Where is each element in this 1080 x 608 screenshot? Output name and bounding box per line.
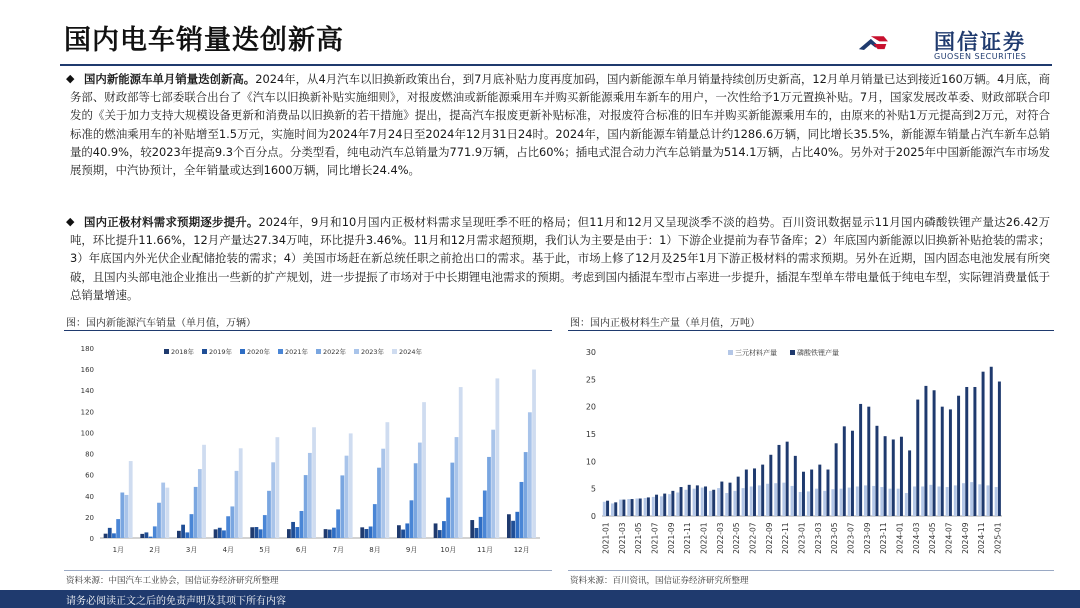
bar xyxy=(446,498,450,538)
bar xyxy=(954,485,957,516)
paragraph-cathode-demand-body: 2024年，9月和10月国内正极材料需求呈现旺季不旺的格局；但11月和12月又呈现淡季不淡的趋势。百川资讯数据显示11月国内磷酸铁锂产量达26.42万吨，环比提升11.66%，12月产量达27.34万吨，环比提升3.46%。11月和12月需求超预期，我们认为主要是由于：1）下游企业提前为春节备库；2）年底国内新能源以旧换新补贴抢装的需求；3）年底国内外光伏企业配储抢装的需求；4）美国市场赶在新总统任职之前抢出口的需求。基于此，市场上修了12月及25年1月下游正极材料的需求预期。另外在近期，国内固态电池发展有所突破，且国内头部电池企业推出一些新的扩产规划，进一步提振了市场对于中长期锂电池需求的预期。考虑到国内插混车型市占率进一步提升，插混车型单车带电量低于纯电车型，实际锂消费量低于总销量增速。 xyxy=(70,215,1050,302)
bar xyxy=(973,387,976,516)
bar xyxy=(214,529,218,538)
bar xyxy=(745,470,748,516)
legend-label: 磷酸铁锂产量 xyxy=(797,349,839,357)
bar xyxy=(619,500,622,516)
bar xyxy=(823,491,826,516)
bar xyxy=(385,422,389,538)
bar xyxy=(181,525,185,538)
bar xyxy=(190,514,194,538)
bar xyxy=(774,483,777,516)
bar xyxy=(438,530,442,538)
bar xyxy=(295,527,299,538)
bar xyxy=(622,500,625,516)
bar xyxy=(185,532,189,538)
bar xyxy=(982,372,985,516)
bullet-icon: ◆ xyxy=(66,72,75,85)
bar xyxy=(104,534,108,538)
x-tick-label: 1月 xyxy=(112,546,125,554)
bar xyxy=(941,407,944,516)
bar xyxy=(660,496,663,516)
x-tick-label: 2021-05 xyxy=(634,522,644,554)
y-tick-label: 25 xyxy=(585,375,596,385)
bar xyxy=(802,472,805,516)
x-tick-label: 2022-07 xyxy=(748,522,758,554)
bar xyxy=(693,489,696,516)
bar xyxy=(791,486,794,516)
x-tick-label: 2022-09 xyxy=(764,522,774,554)
bar xyxy=(639,499,642,516)
bar xyxy=(328,530,332,538)
bar xyxy=(520,482,524,538)
x-tick-label: 2025-01 xyxy=(993,522,1003,554)
bar xyxy=(627,499,630,516)
bar xyxy=(962,483,965,516)
bar xyxy=(511,521,515,538)
bar xyxy=(300,511,304,538)
bar xyxy=(250,527,254,538)
bar xyxy=(304,475,308,538)
bar xyxy=(644,498,647,516)
bar xyxy=(161,483,165,538)
bar xyxy=(291,522,295,538)
bar xyxy=(965,387,968,516)
bar xyxy=(900,437,903,516)
ev-sales-chart xyxy=(64,336,552,570)
y-tick-label: 20 xyxy=(585,402,596,412)
bar xyxy=(230,506,234,538)
bar xyxy=(267,491,271,538)
figure-right-rule xyxy=(568,330,1054,331)
bar xyxy=(239,448,243,538)
bar xyxy=(753,468,756,516)
bar xyxy=(807,491,810,516)
bar xyxy=(758,485,761,516)
bar xyxy=(652,497,655,516)
y-tick-label: 140 xyxy=(80,387,94,396)
bar xyxy=(742,488,745,516)
legend-swatch xyxy=(278,349,283,354)
x-tick-label: 2022-05 xyxy=(732,522,742,554)
bar xyxy=(434,523,438,538)
bar xyxy=(524,452,528,538)
bar xyxy=(259,529,263,538)
bar xyxy=(970,482,973,516)
bullet-icon: ◆ xyxy=(66,215,75,228)
bar xyxy=(275,437,279,538)
y-tick-label: 60 xyxy=(85,471,94,480)
x-tick-label: 2021-01 xyxy=(601,522,611,554)
bar xyxy=(373,504,377,538)
bar xyxy=(165,488,169,538)
bar xyxy=(949,409,952,516)
bar xyxy=(255,527,259,538)
bar xyxy=(848,488,851,516)
header-divider xyxy=(60,64,1052,66)
bar xyxy=(875,426,878,516)
bar xyxy=(120,493,124,538)
bar xyxy=(177,531,181,538)
x-tick-label: 2023-05 xyxy=(830,522,840,554)
bar xyxy=(990,367,993,516)
bar xyxy=(614,502,617,516)
bar xyxy=(750,486,753,516)
bar xyxy=(766,484,769,516)
y-tick-label: 0 xyxy=(590,512,596,521)
x-tick-label: 2021-07 xyxy=(650,522,660,554)
bar xyxy=(709,491,712,516)
x-tick-label: 2021-11 xyxy=(683,522,693,554)
x-tick-label: 2021-03 xyxy=(617,522,627,554)
bar xyxy=(635,499,638,516)
cathode-production-chart xyxy=(568,336,1054,570)
bar xyxy=(769,455,772,516)
logo-subtext: GUOSEN SECURITIES xyxy=(934,52,1027,61)
bar xyxy=(859,404,862,516)
x-tick-label: 2月 xyxy=(149,546,161,554)
paragraph-cathode-demand-heading: 国内正极材料需求预期逐步提升。 xyxy=(84,215,259,229)
bar xyxy=(365,529,369,538)
bar xyxy=(603,502,606,516)
bar xyxy=(495,378,499,538)
x-tick-label: 2024-09 xyxy=(960,522,970,554)
bar xyxy=(704,486,707,516)
x-tick-label: 2023-09 xyxy=(862,522,872,554)
bar xyxy=(916,400,919,516)
bar xyxy=(153,526,157,538)
bar xyxy=(986,485,989,516)
bar xyxy=(729,483,732,516)
x-tick-label: 3月 xyxy=(185,546,198,554)
figure-right-label: 图：国内正极材料生产量（单月值，万吨） xyxy=(570,318,760,329)
legend-swatch xyxy=(354,349,359,354)
legend-label: 三元材料产量 xyxy=(735,349,777,357)
figure-left-rule xyxy=(64,330,552,331)
bar xyxy=(856,486,859,516)
bar xyxy=(528,412,532,538)
bar xyxy=(737,477,740,516)
y-tick-label: 160 xyxy=(80,366,94,375)
bar xyxy=(324,529,328,538)
bar xyxy=(810,470,813,516)
bar xyxy=(929,485,932,516)
x-tick-label: 12月 xyxy=(513,546,530,554)
bar xyxy=(218,528,222,538)
legend-swatch xyxy=(392,349,397,354)
bar xyxy=(450,463,454,538)
bar xyxy=(761,465,764,516)
bar xyxy=(647,497,650,516)
bar xyxy=(418,443,422,538)
legend-label: 2018年 xyxy=(171,348,195,356)
bar xyxy=(479,517,483,538)
bar xyxy=(340,475,344,538)
x-tick-label: 9月 xyxy=(405,546,418,554)
bar xyxy=(913,486,916,516)
y-tick-label: 0 xyxy=(89,535,94,543)
x-tick-label: 2022-11 xyxy=(781,522,791,554)
bar xyxy=(381,449,385,538)
bar xyxy=(782,483,785,516)
bar xyxy=(872,486,875,516)
bar xyxy=(271,462,275,538)
paragraph-ev-sales-heading: 国内新能源车单月销量迭创新高。 xyxy=(84,72,256,86)
guosen-logo-icon xyxy=(858,22,933,66)
figure-left-bottom-rule xyxy=(64,570,552,571)
bar xyxy=(631,499,634,516)
bar xyxy=(995,487,998,516)
bar xyxy=(880,487,883,516)
bar xyxy=(312,427,316,538)
bar xyxy=(884,436,887,516)
bar xyxy=(786,442,789,516)
bar xyxy=(515,512,519,538)
x-tick-label: 8月 xyxy=(369,546,381,554)
bar xyxy=(149,537,153,538)
bar xyxy=(905,493,908,516)
bar xyxy=(889,489,892,516)
bar xyxy=(688,485,691,516)
paragraph-ev-sales-body: 2024年，从4月汽车以旧换新政策出台，到7月底补贴力度再度加码，国内新能源车单月销量持续创历史新高，12月单月销量已达到接近160万辆。4月底，商务部、财政部等七部委联合出台了《汽车以旧换新补贴实施细则》，对报废燃油或新能源乘用车并购买新能源乘用车新车的用户，一次性给予1万元置换补贴。7月，国家发展改革委、财政部联合印发的《关于加力支持大规模设备更新和消费品以旧换新的若干措施》提出，提高汽车报废更新补贴标准，对报废符合标准的旧车并购买新能源乘用车的，由原来的补贴1万元提高到2万元，对符合标准的燃油乘用车的补贴增至1.5万元，实施时间为2024年7月24日至2024年12月31日24时。2024年，国内新能源车销量总计约1286.6万辆，同比增长35.5%，新能源车销量占汽车新车总销量的40.9%，较2023年提高9.3个百分点。分类型看，纯电动汽车总销量为771.9万辆，占比60%；插电式混合动力汽车总销量为514.1万辆，占比40%。另外对于2025年中国新能源汽车市场发展预期，中汽协预计，全年销量或达到1600万辆，同比增长24.4%。 xyxy=(70,72,1050,178)
bar xyxy=(720,482,723,516)
x-tick-label: 6月 xyxy=(295,546,308,554)
x-tick-label: 4月 xyxy=(222,546,235,554)
bar xyxy=(442,521,446,538)
bar xyxy=(676,492,679,516)
bar xyxy=(867,407,870,516)
legend-swatch xyxy=(164,349,169,354)
bar xyxy=(157,503,161,538)
bar xyxy=(140,534,144,538)
x-tick-label: 2024-07 xyxy=(944,522,954,554)
x-tick-label: 2023-03 xyxy=(813,522,823,554)
paragraph-ev-sales xyxy=(70,70,1050,179)
bar xyxy=(532,370,536,538)
y-tick-label: 5 xyxy=(590,484,596,494)
bar xyxy=(308,453,312,538)
y-tick-label: 180 xyxy=(80,345,94,353)
footer-bar xyxy=(0,590,1080,608)
bar xyxy=(263,515,267,538)
bar xyxy=(405,523,409,538)
bar xyxy=(938,486,941,516)
bar xyxy=(235,471,239,538)
bar xyxy=(978,484,981,516)
page-title: 国内电车销量迭创新高 xyxy=(64,25,344,56)
bar xyxy=(397,525,401,538)
bar xyxy=(663,494,666,516)
bar xyxy=(287,529,291,538)
logo-text: 国信证券 xyxy=(934,30,1026,54)
legend-swatch xyxy=(240,349,245,354)
bar xyxy=(843,426,846,516)
bar xyxy=(336,509,340,538)
bar xyxy=(475,528,479,538)
bar xyxy=(108,528,112,538)
bar xyxy=(410,500,414,538)
bar xyxy=(933,390,936,516)
legend-label: 2022年 xyxy=(323,348,347,356)
bar xyxy=(455,437,459,538)
bar xyxy=(611,503,614,516)
legend-label: 2023年 xyxy=(361,348,385,356)
bar xyxy=(414,463,418,538)
x-tick-label: 5月 xyxy=(259,546,271,554)
bar xyxy=(606,501,609,516)
y-tick-label: 10 xyxy=(585,457,596,467)
legend-swatch xyxy=(316,349,321,354)
bar xyxy=(921,486,924,516)
bar xyxy=(680,487,683,516)
bar xyxy=(957,396,960,516)
bar xyxy=(818,465,821,516)
bar xyxy=(491,430,495,538)
bar xyxy=(908,450,911,516)
bar xyxy=(202,445,206,538)
bar xyxy=(401,530,405,538)
bar xyxy=(717,488,720,516)
bar xyxy=(924,386,927,516)
x-tick-label: 10月 xyxy=(440,546,457,554)
figure-right-bottom-rule xyxy=(568,570,1054,571)
bar xyxy=(125,495,129,538)
figure-left-source: 资料来源：中国汽车工业协会，国信证券经济研究所整理 xyxy=(66,576,279,586)
x-tick-label: 2023-07 xyxy=(846,522,856,554)
legend-swatch xyxy=(728,350,733,355)
bar xyxy=(487,457,491,538)
bar xyxy=(864,485,867,516)
bar xyxy=(668,494,671,516)
x-tick-label: 2024-11 xyxy=(977,522,987,554)
x-tick-label: 2022-01 xyxy=(699,522,709,554)
bar xyxy=(332,528,336,538)
bar xyxy=(194,487,198,538)
bar xyxy=(831,489,834,516)
bar xyxy=(422,402,426,538)
legend-label: 2019年 xyxy=(209,348,233,356)
bar xyxy=(701,488,704,516)
bar xyxy=(851,431,854,516)
bar xyxy=(459,387,463,538)
legend-label: 2020年 xyxy=(247,348,271,356)
figure-right-source: 资料来源：百川资讯，国信证券经济研究所整理 xyxy=(570,576,749,586)
y-tick-label: 30 xyxy=(585,348,596,357)
bar xyxy=(360,527,364,538)
bar xyxy=(826,470,829,516)
bar xyxy=(226,516,230,538)
figure-left-label: 图：国内新能源汽车销量（单月值，万辆） xyxy=(66,318,256,329)
bar xyxy=(112,533,116,538)
bar xyxy=(799,492,802,516)
bar xyxy=(835,443,838,516)
bar xyxy=(794,456,797,516)
bar xyxy=(892,439,895,516)
y-tick-label: 80 xyxy=(85,450,94,459)
bar xyxy=(349,433,353,538)
y-tick-label: 40 xyxy=(85,492,94,501)
bar xyxy=(198,469,202,538)
bar xyxy=(483,491,487,539)
bar xyxy=(998,382,1001,516)
x-tick-label: 7月 xyxy=(332,546,345,554)
bar xyxy=(778,445,781,516)
x-tick-label: 2022-03 xyxy=(715,522,725,554)
bar xyxy=(696,485,699,516)
bar xyxy=(946,487,949,516)
bar xyxy=(507,514,511,538)
bar xyxy=(815,489,818,516)
bar xyxy=(345,456,349,538)
bar xyxy=(377,468,381,538)
y-tick-label: 20 xyxy=(85,513,94,522)
bar xyxy=(470,520,474,538)
y-tick-label: 100 xyxy=(80,429,94,438)
bar xyxy=(116,519,120,538)
bar xyxy=(840,489,843,516)
bar xyxy=(369,526,373,538)
x-tick-label: 2024-03 xyxy=(911,522,921,554)
x-tick-label: 2024-01 xyxy=(895,522,905,554)
bar xyxy=(725,493,728,516)
bar xyxy=(145,532,149,538)
bar xyxy=(222,530,226,538)
bar xyxy=(733,491,736,516)
x-tick-label: 2023-11 xyxy=(879,522,889,554)
bar xyxy=(129,461,133,538)
x-tick-label: 2023-01 xyxy=(797,522,807,554)
legend-label: 2024年 xyxy=(399,348,423,356)
bar xyxy=(655,495,658,516)
legend-swatch xyxy=(202,349,207,354)
bar xyxy=(712,490,715,516)
y-tick-label: 15 xyxy=(585,430,596,439)
paragraph-cathode-demand xyxy=(70,213,1050,304)
x-tick-label: 2021-09 xyxy=(666,522,676,554)
legend-label: 2021年 xyxy=(285,348,309,356)
y-tick-label: 120 xyxy=(80,408,94,417)
x-tick-label: 2024-05 xyxy=(928,522,938,554)
x-tick-label: 11月 xyxy=(477,546,493,554)
legend-swatch xyxy=(790,350,795,355)
bar xyxy=(684,490,687,516)
bar xyxy=(897,489,900,516)
bar xyxy=(671,491,674,516)
footer-disclaimer: 请务必阅读正文之后的免责声明及其项下所有内容 xyxy=(66,596,286,607)
